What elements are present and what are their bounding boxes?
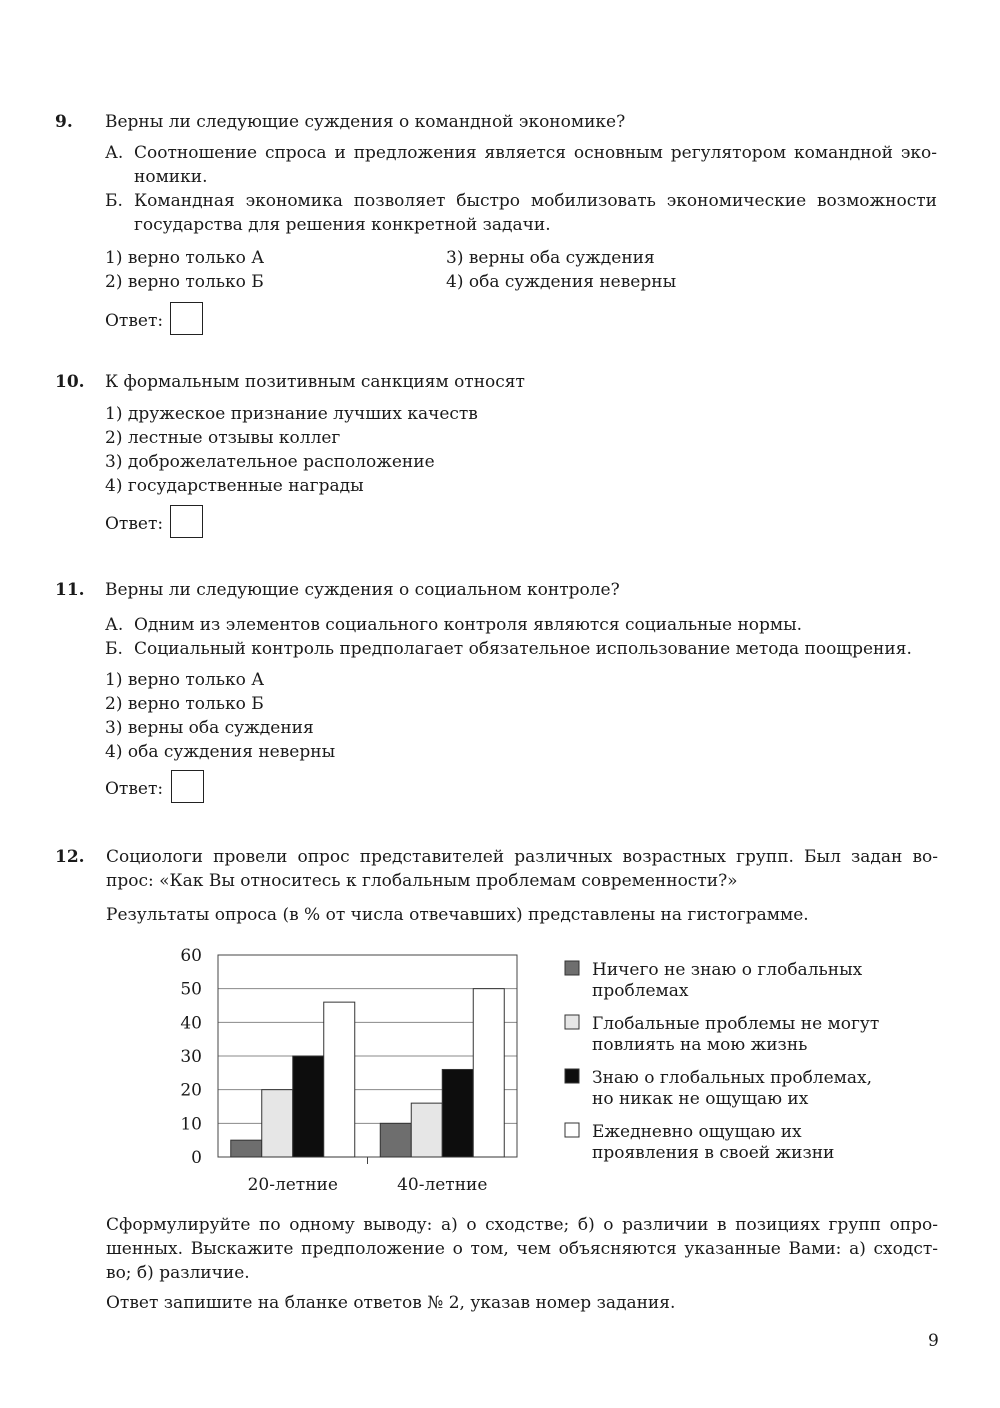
q11-option-2: 2) верно только Б — [105, 694, 264, 714]
q11-a-label: А. — [105, 615, 124, 635]
q11-option-1: 1) верно только А — [105, 670, 265, 690]
q11-question: Верны ли следующие суждения о социальном контроле? — [105, 580, 620, 600]
q10-option-2: 2) лестные отзывы коллег — [105, 428, 341, 448]
x-category-label: 40-летние — [397, 1175, 488, 1195]
bar-4-1 — [324, 1002, 355, 1157]
bar-3-2 — [442, 1069, 473, 1157]
q12-task-line-3: во; б) различие. — [106, 1263, 250, 1283]
q9-statement-a-cont: номики. — [134, 167, 208, 187]
y-tick-label: 50 — [180, 979, 202, 1000]
legend-label-1: Ничего не знаю о глобальных — [592, 960, 863, 980]
q9-option-4: 4) оба суждения неверны — [446, 272, 677, 292]
legend-swatch-1 — [565, 961, 579, 975]
q10-option-4: 4) государственные награды — [105, 476, 364, 496]
legend-label-3: Знаю о глобальных проблемах, — [592, 1068, 873, 1088]
legend-swatch-2 — [565, 1015, 579, 1029]
q9-b-label: Б. — [105, 191, 123, 211]
q9-a-label: А. — [105, 143, 124, 163]
q10-option-3: 3) доброжелательное расположение — [105, 452, 435, 472]
q12-task-line-1: Сформулируйте по одному выводу: а) о сходстве; б) о различии в позициях групп опро- — [106, 1215, 938, 1235]
legend-swatch-3 — [565, 1069, 579, 1083]
q9-option-2: 2) верно только Б — [105, 272, 264, 292]
y-tick-label: 60 — [180, 946, 202, 966]
q11-answer-label: Ответ: — [105, 779, 164, 799]
y-tick-label: 0 — [191, 1148, 202, 1168]
q9-option-1: 1) верно только А — [105, 248, 265, 268]
q12-task-line-2: шенных. Выскажите предположение о том, чем объясняются указанные Вами: а) сходст- — [106, 1239, 938, 1259]
q11-b-label: Б. — [105, 639, 123, 659]
survey-histogram — [160, 935, 910, 1205]
q11-statement-a: Одним из элементов социального контроля являются социальные нормы. — [134, 615, 803, 635]
legend-label-2: Глобальные проблемы не могут — [592, 1014, 880, 1034]
q12-instruction: Ответ запишите на бланке ответов № 2, указав номер задания. — [106, 1293, 676, 1313]
y-tick-label: 40 — [180, 1013, 202, 1034]
q9-statement-b-cont: государства для решения конкретной задачи. — [134, 215, 551, 235]
bar-3-1 — [293, 1056, 324, 1157]
bar-2-2 — [411, 1103, 442, 1157]
q12-results-text: Результаты опроса (в % от числа отвечавших) представлены на гистограмме. — [106, 905, 809, 925]
q9-question: Верны ли следующие суждения о командной экономике? — [105, 112, 626, 132]
q12-intro: Социологи провели опрос представителей различных возрастных групп. Был задан во- — [106, 847, 938, 867]
q9-statement-b: Командная экономика позволяет быстро мобилизовать экономические возможности — [134, 191, 937, 211]
bar-2-1 — [262, 1090, 293, 1157]
q9-answer-box[interactable] — [170, 302, 203, 335]
bar-4-2 — [473, 989, 504, 1157]
legend-label-3: но никак не ощущаю их — [592, 1089, 809, 1109]
q10-option-1: 1) дружеское признание лучших качеств — [105, 404, 478, 424]
y-tick-label: 30 — [180, 1047, 202, 1067]
legend-swatch-4 — [565, 1123, 579, 1137]
q10-answer-label: Ответ: — [105, 514, 164, 534]
q11-answer-box[interactable] — [171, 770, 204, 803]
q10-number: 10. — [55, 372, 85, 392]
legend-label-2: повлиять на мою жизнь — [592, 1035, 808, 1055]
legend-label-1: проблемах — [592, 981, 689, 1001]
q12-number: 12. — [55, 847, 85, 867]
q9-number: 9. — [55, 112, 73, 132]
q12-question-quote: прос: «Как Вы относитесь к глобальным проблемам современности?» — [106, 871, 738, 891]
q11-option-3: 3) верны оба суждения — [105, 718, 314, 738]
q11-number: 11. — [55, 580, 85, 600]
y-tick-label: 20 — [180, 1080, 202, 1101]
bar-1-1 — [231, 1140, 262, 1157]
q9-answer-label: Ответ: — [105, 311, 164, 331]
bar-1-2 — [380, 1123, 411, 1157]
q9-option-3: 3) верны оба суждения — [446, 248, 655, 268]
page-number: 9 — [928, 1331, 939, 1351]
legend-label-4: проявления в своей жизни — [592, 1143, 835, 1163]
x-category-label: 20-летние — [247, 1175, 338, 1195]
q11-option-4: 4) оба суждения неверны — [105, 742, 336, 762]
y-tick-label: 10 — [180, 1114, 202, 1135]
q11-statement-b: Социальный контроль предполагает обязательное использование метода поощрения. — [134, 639, 912, 659]
q10-question: К формальным позитивным санкциям относят — [105, 372, 525, 392]
q9-statement-a: Соотношение спроса и предложения является основным регулятором командной эко- — [134, 143, 937, 163]
legend-label-4: Ежедневно ощущаю их — [592, 1122, 802, 1142]
q10-answer-box[interactable] — [170, 505, 203, 538]
